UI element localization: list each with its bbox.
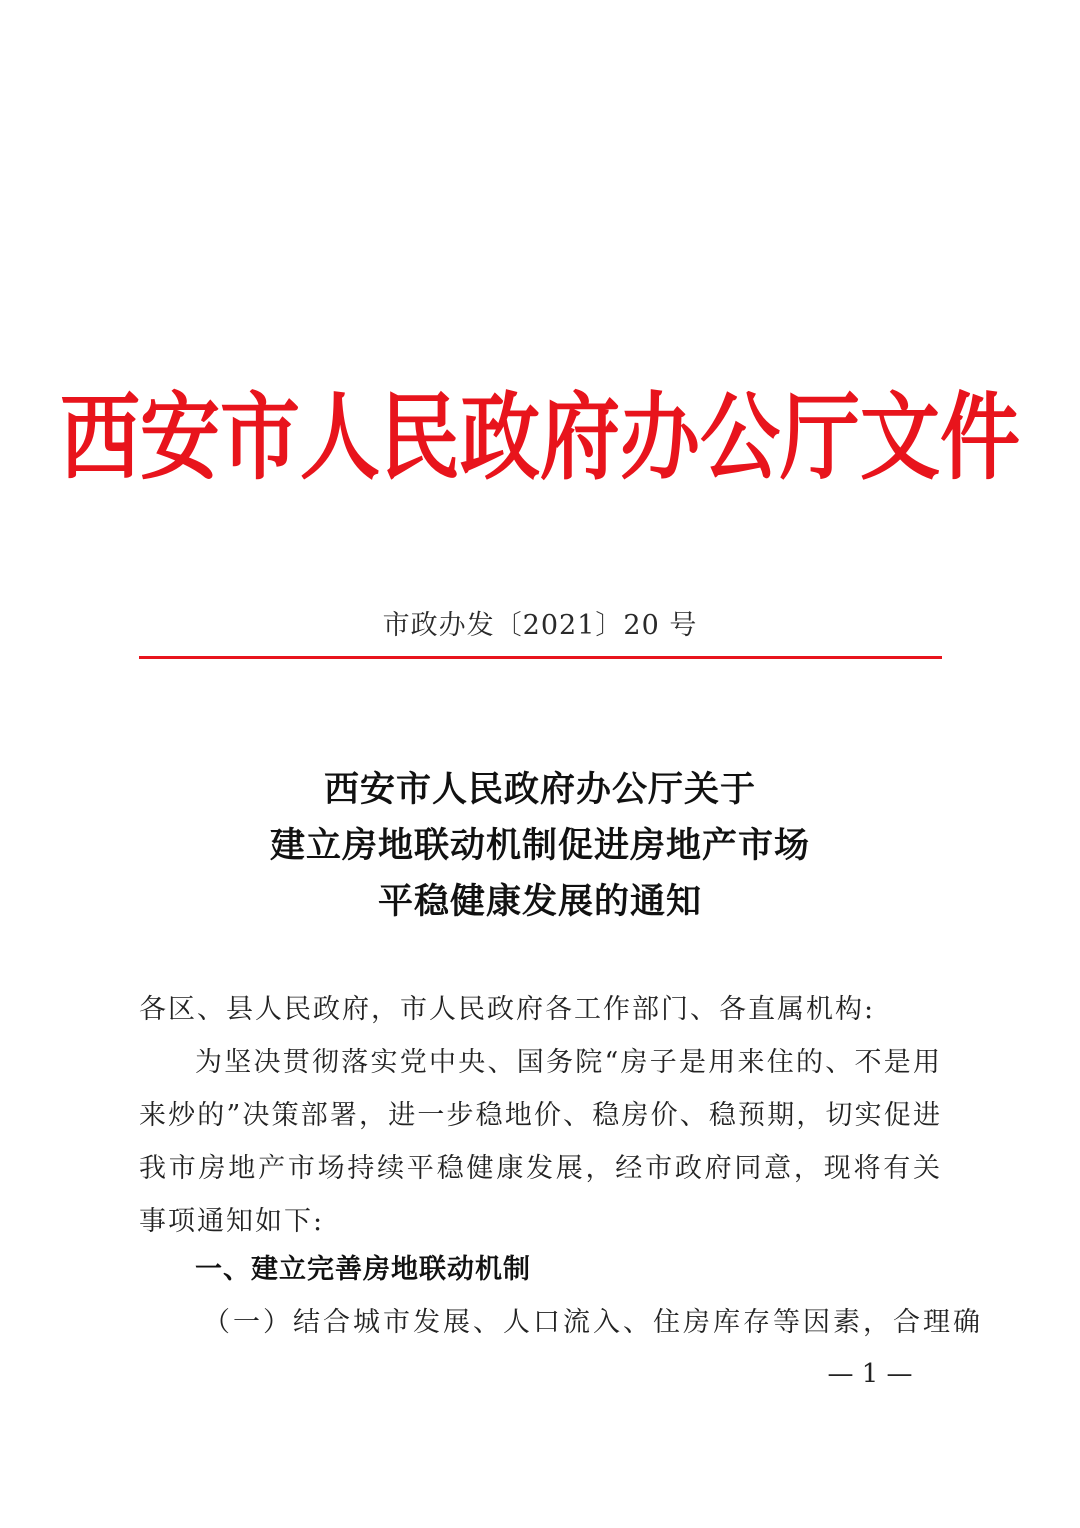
intro-paragraph: 为坚决贯彻落实党中央、国务院“房子是用来住的、不是用来炒的”决策部署，进一步稳地价、稳房价、稳预期，切实促进我市房地产市场持续平稳健康发展，经市政府同意，现将有关事项通知如下: <box>139 1047 942 1237</box>
title-line-2: 建立房地联动机制促进房地产市场 <box>269 825 810 866</box>
document-masthead: 西安市人民政府办公厅文件 <box>60 381 1020 493</box>
addressee-line: 各区、县人民政府，市人民政府各工作部门、各直属机构: <box>139 994 876 1025</box>
document-title <box>0 762 1080 930</box>
section-heading-one: 一、建立完善房地联动机制 <box>195 1254 531 1285</box>
item-one-text: （一）结合城市发展、人口流入、住房库存等因素，合理确 <box>203 1307 983 1338</box>
title-line-1: 西安市人民政府办公厅关于 <box>323 769 756 810</box>
document-number: 市政办发〔2021〕20 号 <box>382 610 698 641</box>
title-line-3: 平稳健康发展的通知 <box>377 881 702 922</box>
page-number: — 1 — <box>827 1359 913 1389</box>
red-separator-rule <box>139 656 942 659</box>
